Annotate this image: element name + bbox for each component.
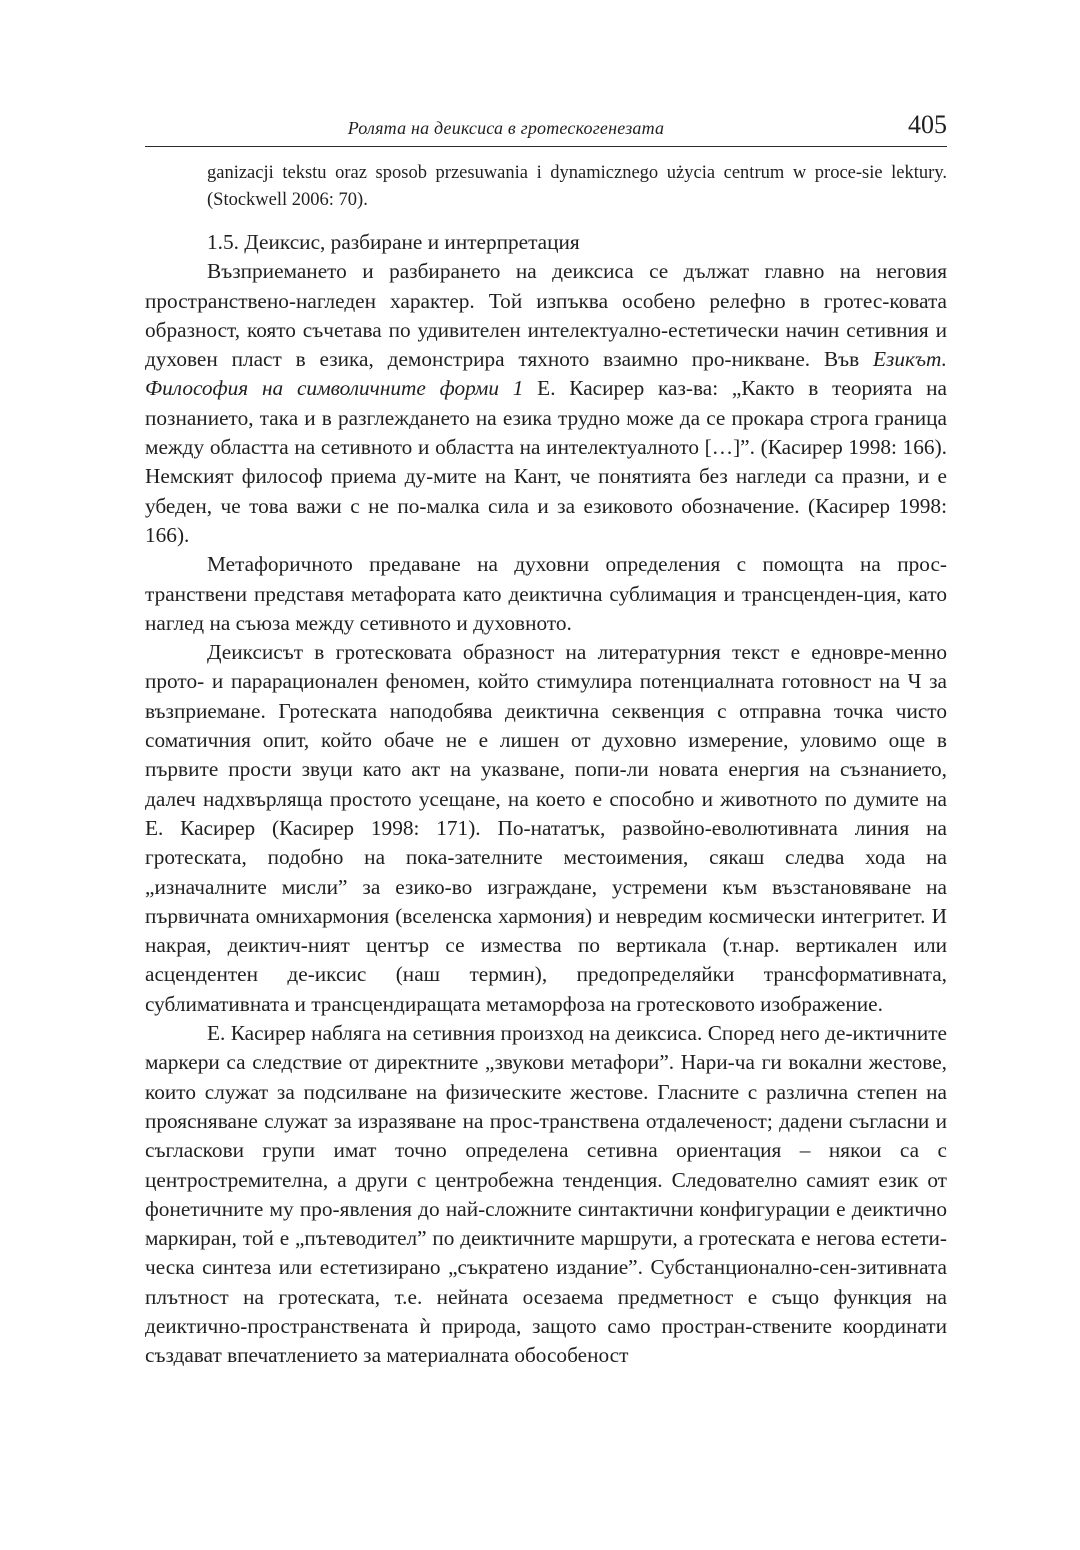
running-header [145, 112, 947, 147]
paragraph-1 [145, 257, 947, 550]
paragraph-1-text-after: Е. Касирер каз-ва: „Както в теорията на познанието, така и в разглеждането на езика трудно може да се прокара строга граница между областта на сетивното и областта на интелектуалното […]”. (Касирер 1998: 166). Немският философ приема ду-мите на Кант, че понятията без нагледи са празни, и е убеден, че това важи с не по-малка сила и за езиковото обозначение. (Касирер 1998: 166). [145, 376, 947, 547]
paragraph-2: Метафоричното предаване на духовни определения с помощта на прос-транствени представя метафората като деиктична сублимация и трансценден-ция, като наглед на съюза между сетивното и духовното. [145, 552, 947, 635]
section-heading: 1.5. Деиксис, разбиране и интерпретация [207, 230, 580, 254]
page-number: 405 [908, 110, 947, 139]
running-title: Ролята на деиксиса в гротескогенезата [347, 118, 665, 138]
book-title: Езикът. Философия на символичните форми 1 [145, 347, 947, 401]
paragraph-4: Е. Касирер набляга на сетивния произход на деиксиса. Според него де-иктичните маркери са следствие от директните „звукови метафори”. Нари-ча ги вокални жестове, които служат за подсилване на физическите жестове. Гласните с различна степен на проясняване служат за изразяване на прос-транствена отдалеченост; дадени съгласни и съгласкови групи имат точно определена сетивна ориентация – някои са с центростремителна, а други с центробежна тенденция. Следователно самият език от фонетичните му про-явления до най-сложните синтактични конфигурации е деиктично маркиран, той е „пътеводител” по деиктичните маршрути, а гротеската е негова естети-ческа синтеза или естетизирано „съкратено издание”. Субстанционално-сен-зитивната плътност на гротеската, т.е. нейната осезаема предметност е също функция на деиктично-пространствената ѝ природа, защото само простран-ствените координати създават впечатлението за материалната обособеност [145, 1021, 947, 1368]
paragraph-1-text-before: Възприемането и разбирането на деиксиса се дължат главно на неговия пространствено-нагледен характер. Той изпъква особено релефно в гротес-ковата образност, която съчетава по удивителен интелектуално-естетически начин сетивния и духовен пласт в езика, демонстрира тяхното взаимно про-никване. Във [145, 259, 947, 372]
paragraph-3: Деиксисът в гротесковата образност на литературния текст е едновре-менно прото- и парарационален феномен, който стимулира потенциалната готовност на Ч за възприемане. Гротеската наподобява деиктична секвенция с отправна точка чисто соматичния опит, който обаче не е лишен от духовно измерение, уловимо още в първите прости звуци като акт на указване, попи-ли новата енергия на съзнанието, далеч надхвърляща простото усещане, на което е способно и животното по думите на Е. Касирер (Касирер 1998: 171). По-нататък, развойно-еволютивната линия на гротеската, подобно на пока-зателните местоимения, сякаш следва хода на „изначалните мисли” за езико-во изграждане, устремени към възстановяване на първичната омнихармония (вселенска хармония) и невредим космически интегритет. И накрая, деиктич-ният център се измества по вертикала (т.нар. вертикален или асцендентен де-иксис (наш термин), предопределяйки трансформативната, сублимативната и трансцендиращата метаморфоза на гротесковото изображение. [145, 640, 947, 1016]
block-quote: ganizacji tekstu oraz sposob przesuwania i dynamicznego użycia centrum w proce-sie lektury. (Stockwell 2006: 70). [207, 163, 947, 210]
body-text [145, 160, 947, 1371]
